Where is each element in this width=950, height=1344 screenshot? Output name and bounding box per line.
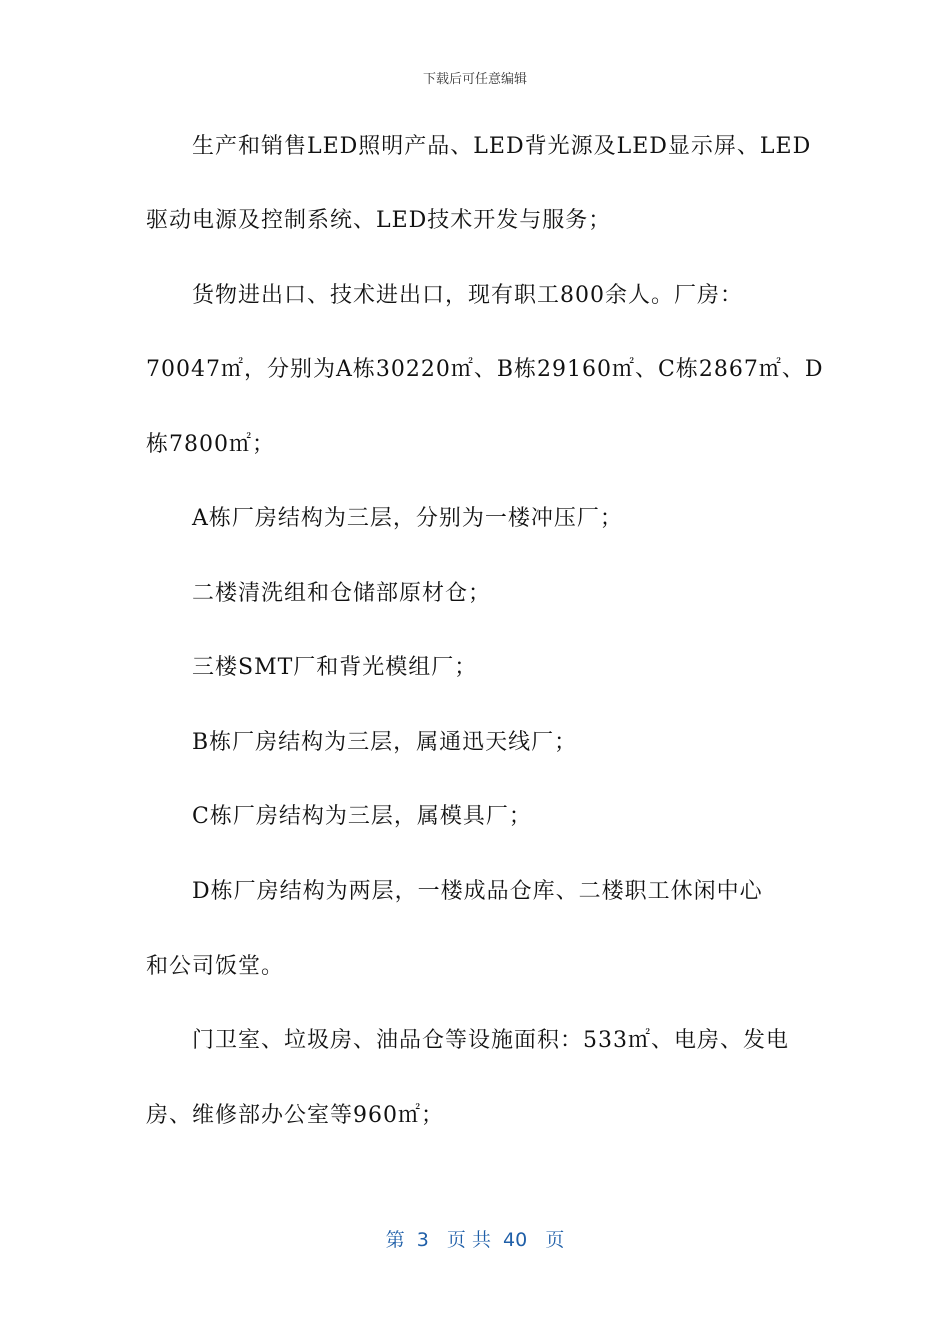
paragraph-line: 三楼SMT厂和背光模组厂； [192,655,478,680]
paragraph-line: A栋厂房结构为三层，分别为一楼冲压厂； [192,506,623,531]
paragraph-line: 门卫室、垃圾房、油品仓等设施面积：533㎡、电房、发电 [192,1028,789,1053]
paragraph-line: 货物进出口、技术进出口，现有职工800余人。厂房： [192,283,743,308]
paragraph-line: B栋厂房结构为三层，属通迅天线厂； [192,730,578,755]
page-header: 下载后可任意编辑 [422,72,527,87]
paragraph-line: D栋厂房结构为两层，一楼成品仓库、二楼职工休闲中心 [192,879,763,904]
paragraph-line: 70047㎡，分别为A栋30220㎡、B栋29160㎡、C栋2867㎡、D [146,357,824,382]
paragraph-line: 二楼清洗组和仓储部原材仓； [192,581,492,606]
paragraph-line: C栋厂房结构为三层，属模具厂； [192,804,532,829]
page-number-footer: 第 3 页 共 40 页 [385,1229,565,1251]
paragraph-line: 驱动电源及控制系统、LED技术开发与服务； [146,208,612,233]
paragraph-line: 和公司饭堂。 [146,954,285,979]
paragraph-line: 房、维修部办公室等960㎡； [146,1103,444,1128]
paragraph-line: 栋7800㎡； [146,432,275,457]
paragraph-line: 生产和销售LED照明产品、LED背光源及LED显示屏、LED [192,134,812,159]
